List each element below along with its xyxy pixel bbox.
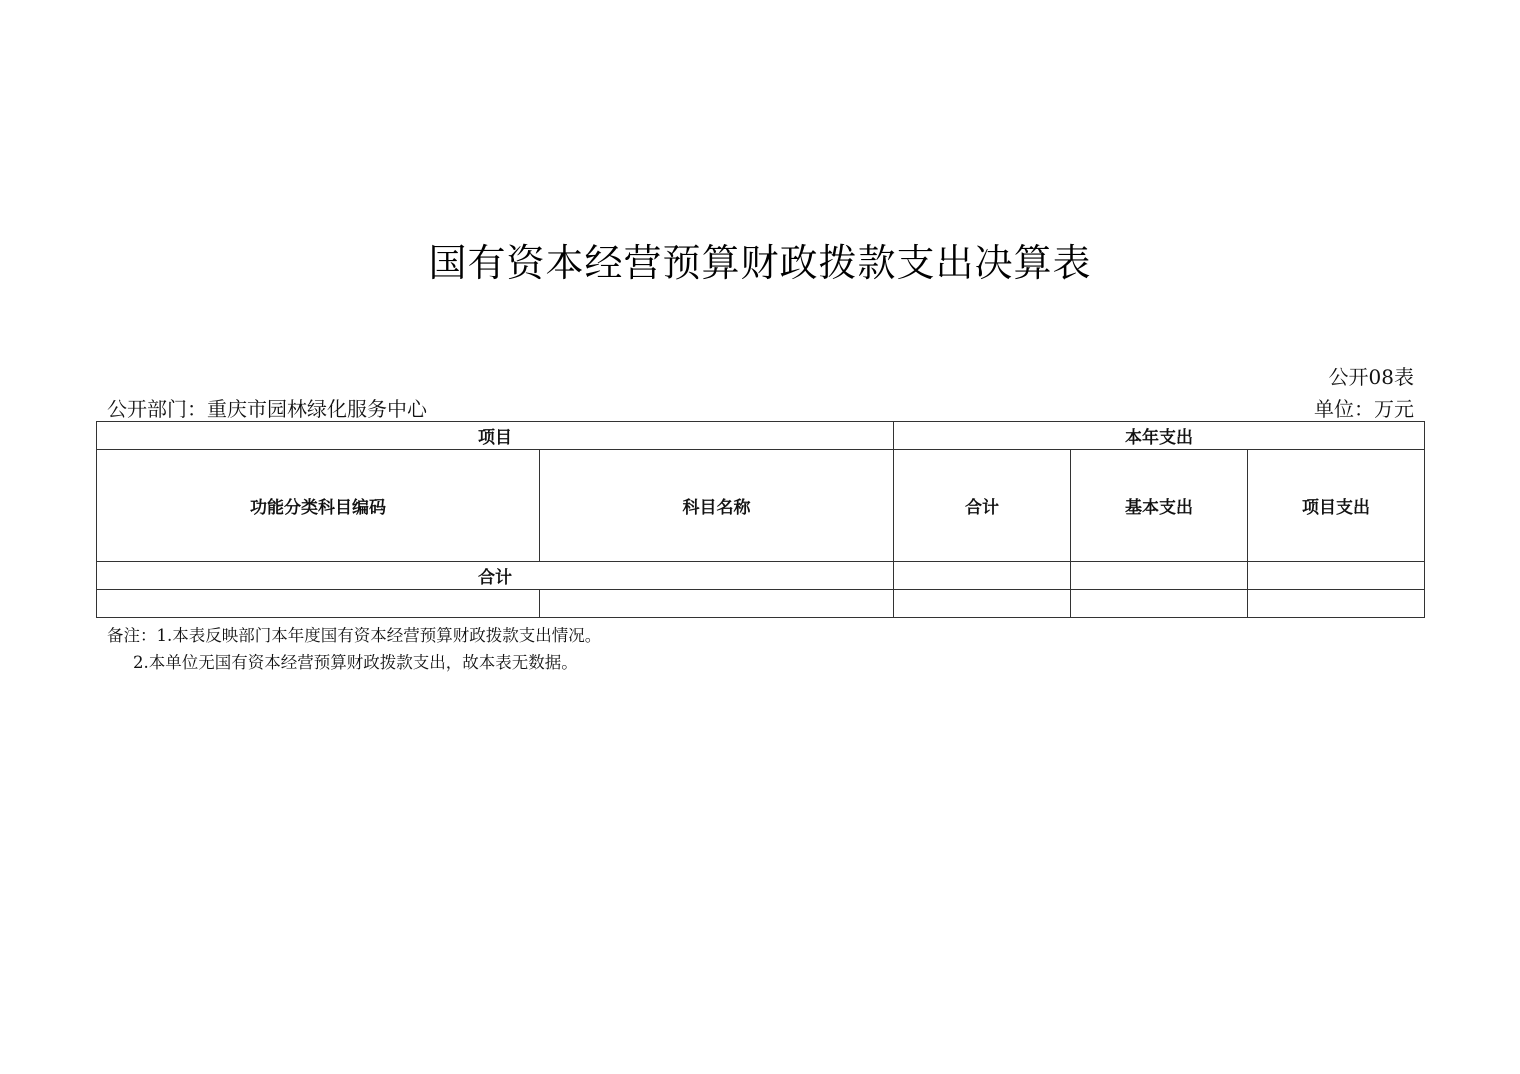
header-item: 项目 [97,422,894,450]
total-project-value [1248,562,1425,590]
note-line-2: 2.本单位无国有资本经营预算财政拨款支出，故本表无数据。 [133,653,578,672]
header-basic: 基本支出 [1071,450,1248,562]
header-total: 合计 [894,450,1071,562]
row-total [894,590,1071,618]
form-number: 公开08表 [1328,365,1414,389]
expenditure-table [96,421,1425,618]
table-row [97,590,1425,618]
row-project [1248,590,1425,618]
total-value [894,562,1071,590]
notes [107,622,601,676]
total-label: 合计 [97,562,894,590]
header-code: 功能分类科目编码 [97,450,540,562]
header-current-year-expenditure: 本年支出 [894,422,1425,450]
row-code [97,590,540,618]
note-line-1: 备注：1.本表反映部门本年度国有资本经营预算财政拨款支出情况。 [107,626,602,645]
total-basic-value [1071,562,1248,590]
row-name [540,590,894,618]
header-project: 项目支出 [1248,450,1425,562]
table-column-header-row [97,450,1425,562]
row-basic [1071,590,1248,618]
page-title: 国有资本经营预算财政拨款支出决算表 [428,241,1092,285]
unit-label: 单位：万元 [1314,397,1414,421]
table-group-header-row [97,422,1425,450]
table-total-row [97,562,1425,590]
department-label: 公开部门：重庆市园林绿化服务中心 [107,397,427,421]
header-name: 科目名称 [540,450,894,562]
